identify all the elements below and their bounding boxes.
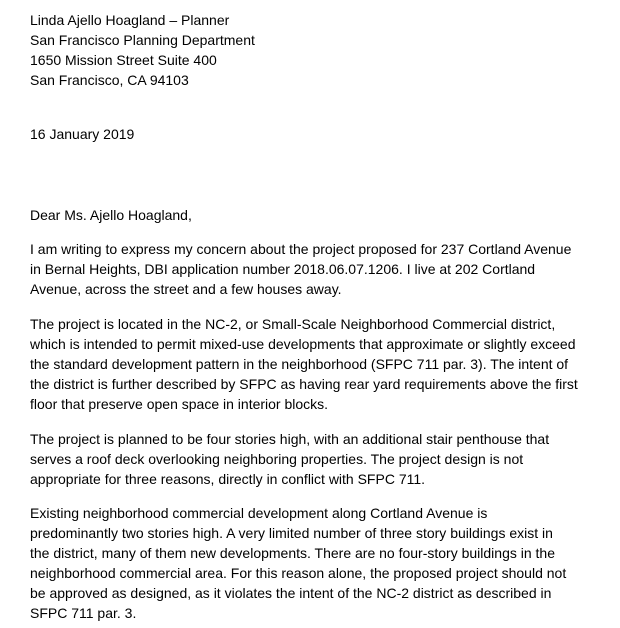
paragraph-line: the district, many of them new developments. There are no four-story buildings in the — [30, 545, 556, 561]
paragraph-line: the standard development pattern in the neighborhood (SFPC 711 par. 3). The intent of — [30, 356, 569, 372]
sender-address-block — [30, 10, 255, 90]
paragraph-line: in Bernal Heights, DBI application number 2018.06.07.1206. I live at 202 Cortland — [30, 261, 536, 277]
salutation — [30, 205, 192, 225]
paragraph-line: The project is planned to be four stories high, with an additional stair penthouse that — [30, 431, 550, 447]
date-text: 16 January 2019 — [30, 126, 135, 142]
paragraph-line: serves a roof deck overlooking neighboring properties. The project design is not — [30, 451, 524, 467]
paragraph-line: floor that preserve open space in interior blocks. — [30, 396, 329, 412]
paragraph-line: which is intended to permit mixed-use developments that approximate or slightly exceed — [30, 336, 576, 352]
paragraph-line: SFPC 711 par. 3. — [30, 605, 137, 621]
paragraph-line: Avenue, across the street and a few houses away. — [30, 281, 342, 297]
paragraph-line: the district is further described by SFPC as having rear yard requirements above the first — [30, 376, 578, 392]
paragraph-line: predominantly two stories high. A very limited number of three story buildings exist in — [30, 525, 553, 541]
paragraph-line: Existing neighborhood commercial development along Cortland Avenue is — [30, 505, 488, 521]
sender-street: 1650 Mission Street Suite 400 — [30, 52, 217, 68]
paragraph-4 — [30, 503, 566, 623]
paragraph-3 — [30, 429, 549, 489]
paragraph-line: The project is located in the NC-2, or Small-Scale Neighborhood Commercial district, — [30, 316, 556, 332]
paragraph-line: appropriate for three reasons, directly in conflict with SFPC 711. — [30, 471, 426, 487]
paragraph-2 — [30, 314, 578, 414]
paragraph-1 — [30, 239, 571, 299]
paragraph-line: neighborhood commercial area. For this reason alone, the proposed project should not — [30, 565, 567, 581]
sender-organization: San Francisco Planning Department — [30, 32, 255, 48]
salutation-text: Dear Ms. Ajello Hoagland, — [30, 207, 192, 223]
paragraph-line: I am writing to express my concern about the project proposed for 237 Cortland Avenue — [30, 241, 572, 257]
letter-date — [30, 124, 134, 144]
sender-name-line: Linda Ajello Hoagland – Planner — [30, 12, 230, 28]
paragraph-line: be approved as designed, as it violates the intent of the NC-2 district as described in — [30, 585, 552, 601]
sender-city: San Francisco, CA 94103 — [30, 72, 189, 88]
